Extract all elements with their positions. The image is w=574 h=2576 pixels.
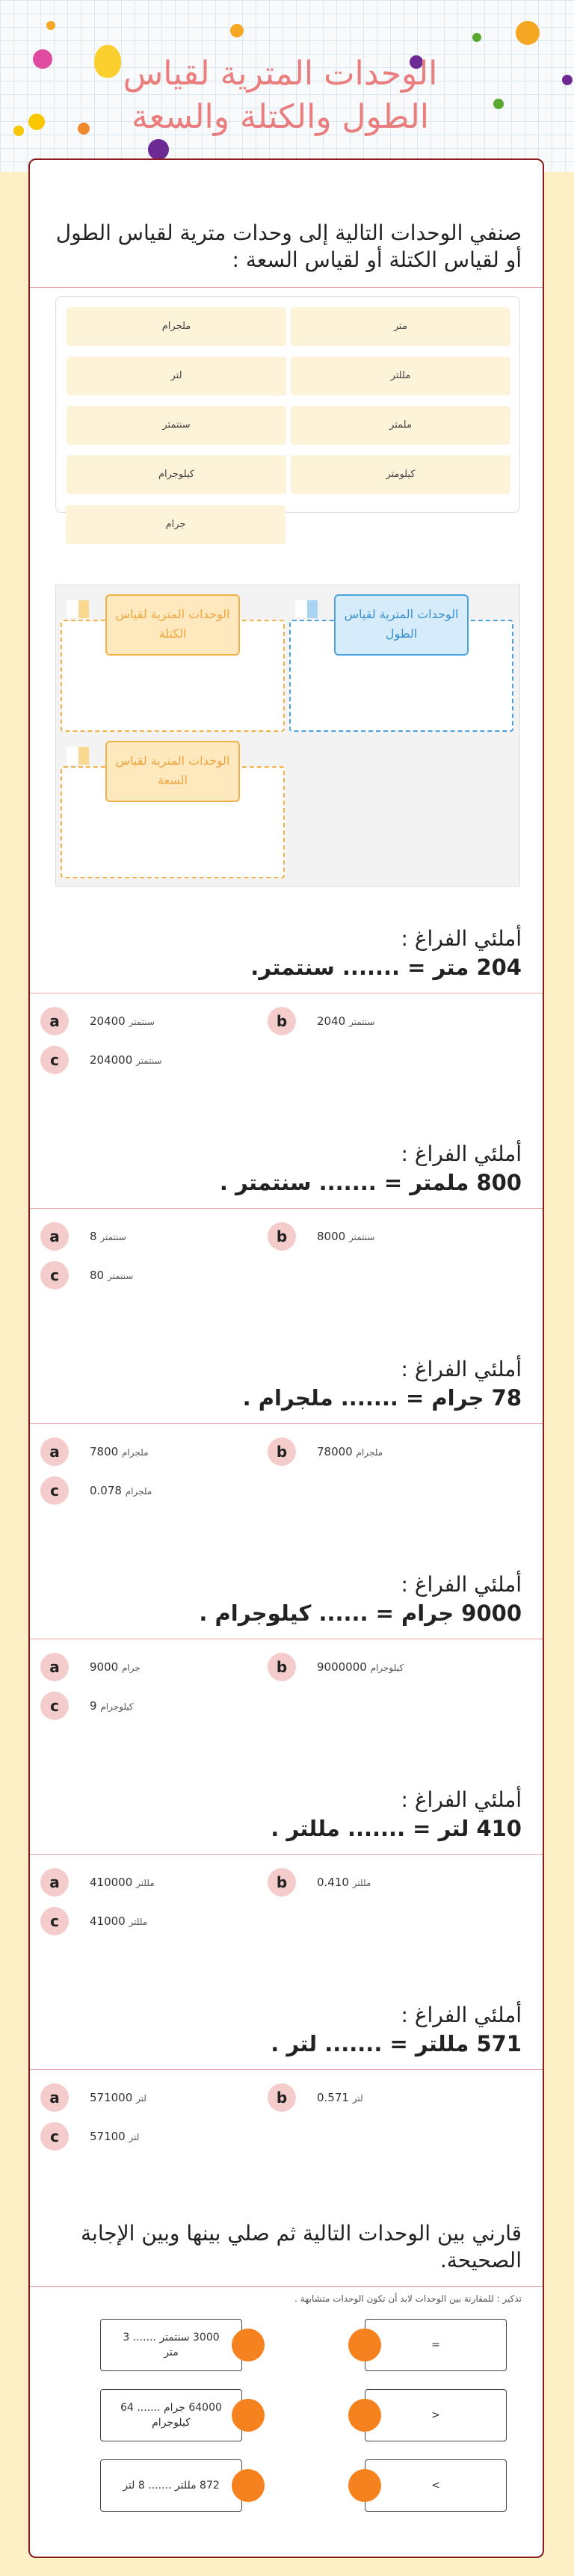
option-letter: a — [40, 2083, 69, 2112]
divider — [30, 287, 543, 288]
option-unit: لتر — [352, 2093, 363, 2104]
option-unit: سنتمتر — [107, 1271, 134, 1281]
option-letter: b — [268, 2083, 296, 2112]
match-right-card[interactable]: = — [365, 2319, 507, 2371]
option-text — [90, 1699, 134, 1713]
divider — [30, 1423, 543, 1424]
option-unit: سنتمتر — [348, 1232, 375, 1242]
option-value: 9 — [90, 1699, 97, 1713]
answer-option[interactable] — [40, 1045, 162, 1075]
option-text — [90, 1914, 147, 1928]
question-label: أملئي الفراغ : — [401, 1572, 522, 1597]
word-chip[interactable]: متر — [291, 307, 510, 346]
option-unit: مللتر — [136, 1878, 155, 1888]
option-letter: b — [268, 1653, 296, 1681]
answer-option[interactable] — [40, 1476, 152, 1506]
answer-option[interactable] — [40, 2121, 139, 2151]
question-statement: 571 مللتر = ....... لتر . — [271, 2031, 522, 2056]
confetti-dot — [516, 21, 540, 45]
match-left-card[interactable]: 3000 سنتمتر ....... 3 متر — [100, 2319, 242, 2371]
confetti-dot — [472, 33, 481, 42]
option-unit: مللتر — [352, 1878, 371, 1888]
option-letter: a — [40, 1222, 69, 1251]
question-label: أملئي الفراغ : — [401, 926, 522, 951]
option-value: 571000 — [90, 2091, 133, 2104]
option-unit: سنتمتر — [136, 1056, 162, 1066]
match-left-card[interactable]: 872 مللتر ....... 8 لتر — [100, 2459, 242, 2512]
option-unit: كيلوجرام — [100, 1701, 134, 1712]
category-label-volume: الوحدات المترية لقياس السعة — [105, 741, 240, 802]
option-letter: c — [40, 1261, 69, 1289]
question-prompt: قارني بين الوحدات التالية ثم صلي بينها وبين الإجابة الصحيحة. — [81, 2221, 522, 2273]
option-unit: لتر — [129, 2132, 140, 2142]
option-letter: c — [40, 2122, 69, 2151]
option-value: 41000 — [90, 1914, 126, 1928]
option-value: 8 — [90, 1230, 97, 1243]
question-statement: 410 لتر = ....... مللتر . — [271, 1816, 522, 1841]
option-value: 9000 — [90, 1660, 119, 1674]
option-letter: c — [40, 1692, 69, 1720]
answer-option[interactable] — [268, 1221, 374, 1251]
option-value: 2040 — [317, 1014, 346, 1028]
option-text — [90, 2130, 139, 2143]
confetti-dot — [46, 21, 55, 30]
option-letter: a — [40, 1653, 69, 1681]
option-letter: b — [268, 1222, 296, 1251]
word-chip[interactable]: لتر — [67, 357, 286, 395]
option-text — [90, 1014, 155, 1028]
option-text — [317, 2091, 363, 2104]
option-unit: سنتمتر — [129, 1017, 155, 1027]
option-unit: لتر — [136, 2093, 146, 2104]
connector-handle[interactable] — [232, 2399, 265, 2432]
option-text — [317, 1876, 371, 1889]
answer-option[interactable] — [268, 2083, 363, 2113]
word-chip[interactable]: جرام — [66, 505, 286, 544]
option-value: 0.078 — [90, 1484, 122, 1497]
option-text — [317, 1445, 383, 1458]
confetti-dot — [230, 24, 244, 37]
fill-question — [30, 2002, 543, 2059]
divider — [30, 1208, 543, 1209]
option-text — [90, 1484, 152, 1497]
option-text — [317, 1014, 374, 1028]
connector-handle[interactable] — [232, 2469, 265, 2502]
word-bank — [55, 296, 520, 513]
option-text — [90, 1660, 141, 1674]
answer-option[interactable] — [268, 1652, 404, 1682]
option-letter: b — [268, 1438, 296, 1466]
option-unit: سنتمتر — [100, 1232, 126, 1242]
option-letter: a — [40, 1868, 69, 1896]
option-text — [90, 2091, 146, 2104]
page-title: الوحدات المترية لقياس الطول والكتلة والسعة — [123, 55, 438, 136]
connector-handle[interactable] — [348, 2329, 381, 2361]
option-text — [317, 1660, 404, 1674]
answer-option[interactable] — [40, 1906, 147, 1936]
option-unit: ملجرام — [356, 1447, 383, 1458]
option-value: 57100 — [90, 2130, 126, 2143]
ribbon-icon — [67, 600, 89, 618]
confetti-dot — [33, 49, 52, 69]
option-letter: b — [268, 1868, 296, 1896]
divider — [30, 2286, 543, 2287]
answer-option[interactable] — [40, 1260, 133, 1290]
confetti-dot — [78, 123, 90, 135]
question-statement: 800 ملمتر = ....... سنتمتر . — [219, 1170, 522, 1195]
confetti-dot — [562, 75, 573, 85]
compare-question — [30, 2220, 543, 2274]
match-right-card[interactable]: < — [365, 2459, 507, 2512]
option-value: 78000 — [317, 1445, 353, 1458]
question-statement: 78 جرام = ....... ملجرام . — [242, 1385, 522, 1411]
option-letter: b — [268, 1007, 296, 1035]
option-unit: جرام — [121, 1663, 141, 1673]
category-board — [55, 585, 520, 887]
option-letter: c — [40, 1046, 69, 1074]
answer-option[interactable] — [40, 1221, 126, 1251]
option-value: 9000000 — [317, 1660, 367, 1674]
option-text — [90, 1269, 133, 1282]
word-chip[interactable]: سنتمتر — [67, 406, 286, 445]
option-value: 0.410 — [317, 1876, 349, 1889]
option-letter: a — [40, 1007, 69, 1035]
option-value: 204000 — [90, 1053, 133, 1067]
option-letter: a — [40, 1438, 69, 1466]
match-right-card[interactable]: > — [365, 2389, 507, 2441]
answer-option[interactable] — [40, 1867, 155, 1897]
answer-option[interactable] — [268, 1006, 374, 1036]
question-label: أملئي الفراغ : — [401, 1141, 522, 1166]
answer-option[interactable] — [40, 1691, 134, 1721]
question-label: أملئي الفراغ : — [401, 2003, 522, 2027]
question-label: أملئي الفراغ : — [401, 1357, 522, 1381]
fill-question — [30, 925, 543, 982]
question-statement: 204 متر = ....... سنتمتر. — [250, 955, 522, 980]
option-unit: كيلوجرام — [370, 1663, 404, 1673]
answer-option[interactable] — [268, 1867, 371, 1897]
answer-option[interactable] — [40, 1437, 149, 1467]
category-label-length: الوحدات المترية لقياس الطول — [334, 594, 469, 656]
divider — [30, 2069, 543, 2070]
word-chip[interactable]: كيلوجرام — [67, 455, 286, 494]
confetti-dot — [28, 114, 45, 130]
option-value: 80 — [90, 1269, 105, 1282]
option-text — [90, 1445, 149, 1458]
option-value: 20400 — [90, 1014, 126, 1028]
question-label: أملئي الفراغ : — [401, 1787, 522, 1812]
option-unit: سنتمتر — [348, 1017, 375, 1027]
worksheet — [28, 158, 544, 2558]
option-text — [90, 1053, 162, 1067]
option-letter: c — [40, 1476, 69, 1505]
option-letter: c — [40, 1907, 69, 1935]
option-value: 7800 — [90, 1445, 119, 1458]
match-left-card[interactable]: 64000 جرام ....... 64 كيلوجرام — [100, 2389, 242, 2441]
option-text — [90, 1876, 155, 1889]
option-unit: ملجرام — [125, 1486, 152, 1497]
compare-hint: تذكير : للمقارنة بين الوحدات لابد أن تكون الوحدات متشابهة . — [294, 2293, 522, 2304]
fill-question — [30, 1356, 543, 1413]
connector-handle[interactable] — [232, 2329, 265, 2361]
option-text — [90, 1230, 126, 1243]
word-chip[interactable]: مللتر — [291, 357, 510, 395]
question-prompt: صنفي الوحدات التالية إلى وحدات مترية لقياس الطول أو لقياس الكتلة أو لقياس السعة : — [55, 221, 522, 272]
word-chip[interactable]: ملمتر — [291, 406, 510, 445]
word-chip[interactable]: ملجرام — [67, 307, 286, 346]
connector-handle[interactable] — [348, 2399, 381, 2432]
option-value: 0.571 — [317, 2091, 349, 2104]
confetti-dot — [13, 126, 24, 136]
option-value: 410000 — [90, 1876, 133, 1889]
answer-option[interactable] — [40, 2083, 146, 2113]
ribbon-icon — [67, 747, 89, 765]
divider — [30, 1854, 543, 1855]
classify-question — [30, 220, 543, 274]
answer-option[interactable] — [268, 1437, 383, 1467]
option-value: 8000 — [317, 1230, 346, 1243]
question-statement: 9000 جرام = ...... كيلوجرام . — [199, 1600, 522, 1626]
answer-option[interactable] — [40, 1006, 155, 1036]
fill-question — [30, 1571, 543, 1628]
fill-question — [30, 1141, 543, 1198]
word-chip[interactable]: كيلومتر — [291, 455, 510, 494]
option-unit: ملجرام — [121, 1447, 149, 1458]
ribbon-icon — [295, 600, 318, 618]
fill-question — [30, 1787, 543, 1843]
option-unit: مللتر — [129, 1917, 148, 1927]
connector-handle[interactable] — [348, 2469, 381, 2502]
confetti-dot — [148, 139, 169, 160]
category-label-mass: الوحدات المترية لقياس الكتلة — [105, 594, 240, 656]
confetti-dot — [493, 99, 504, 109]
option-text — [317, 1230, 374, 1243]
answer-option[interactable] — [40, 1652, 141, 1682]
